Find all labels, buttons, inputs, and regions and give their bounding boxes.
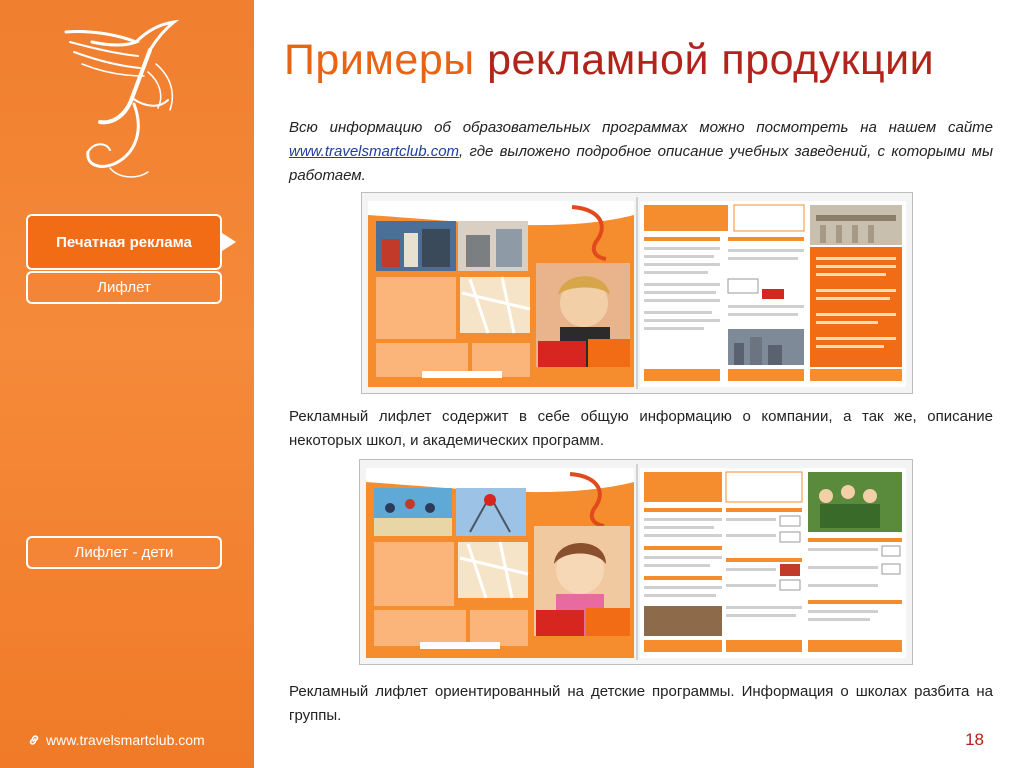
nav-print-advertising-label: Печатная реклама — [56, 233, 192, 251]
website-link[interactable]: www.travelsmartclub.com — [289, 143, 460, 160]
leaflet-spread-1-drawing — [362, 193, 912, 393]
leaflet-spread-2-image — [359, 459, 913, 665]
page-title — [284, 36, 934, 85]
intro-text-before: Всю информацию об образовательных программах можно посмотреть на нашем сайте — [289, 119, 993, 136]
footer-website-label: www.travelsmartclub.com — [46, 732, 205, 748]
nav-leaflet-label: Лифлет — [97, 279, 151, 296]
nav-leaflet-kids-label: Лифлет - дети — [74, 544, 174, 561]
footer-website[interactable] — [28, 732, 205, 748]
nav-active-arrow-icon — [222, 233, 236, 251]
title-part-1: Примеры — [284, 36, 475, 84]
page-number: 18 — [965, 730, 984, 749]
link-icon — [28, 734, 40, 746]
leaflet-2-caption: Рекламный лифлет ориентированный на детские программы. Информация о школах разбита на группы. — [289, 683, 993, 724]
title-part-2: рекламной продукции — [487, 36, 935, 84]
nav-print-advertising[interactable] — [26, 214, 222, 270]
leaflet-1-caption: Рекламный лифлет содержит в себе общую информацию о компании, а так же, описание некоторых школ, и академических программ. — [289, 408, 993, 449]
nav-leaflet[interactable] — [26, 271, 222, 304]
intro-text-after: , где выложено подробное описание учебных заведений, с которыми мы работаем. — [289, 143, 993, 184]
leaflet-spread-1-image — [361, 192, 913, 394]
nav-leaflet-kids[interactable] — [26, 536, 222, 569]
intro-paragraph — [289, 116, 993, 188]
leaflet-spread-2-drawing — [360, 460, 912, 664]
sidebar — [0, 0, 254, 768]
phoenix-logo — [48, 12, 198, 192]
